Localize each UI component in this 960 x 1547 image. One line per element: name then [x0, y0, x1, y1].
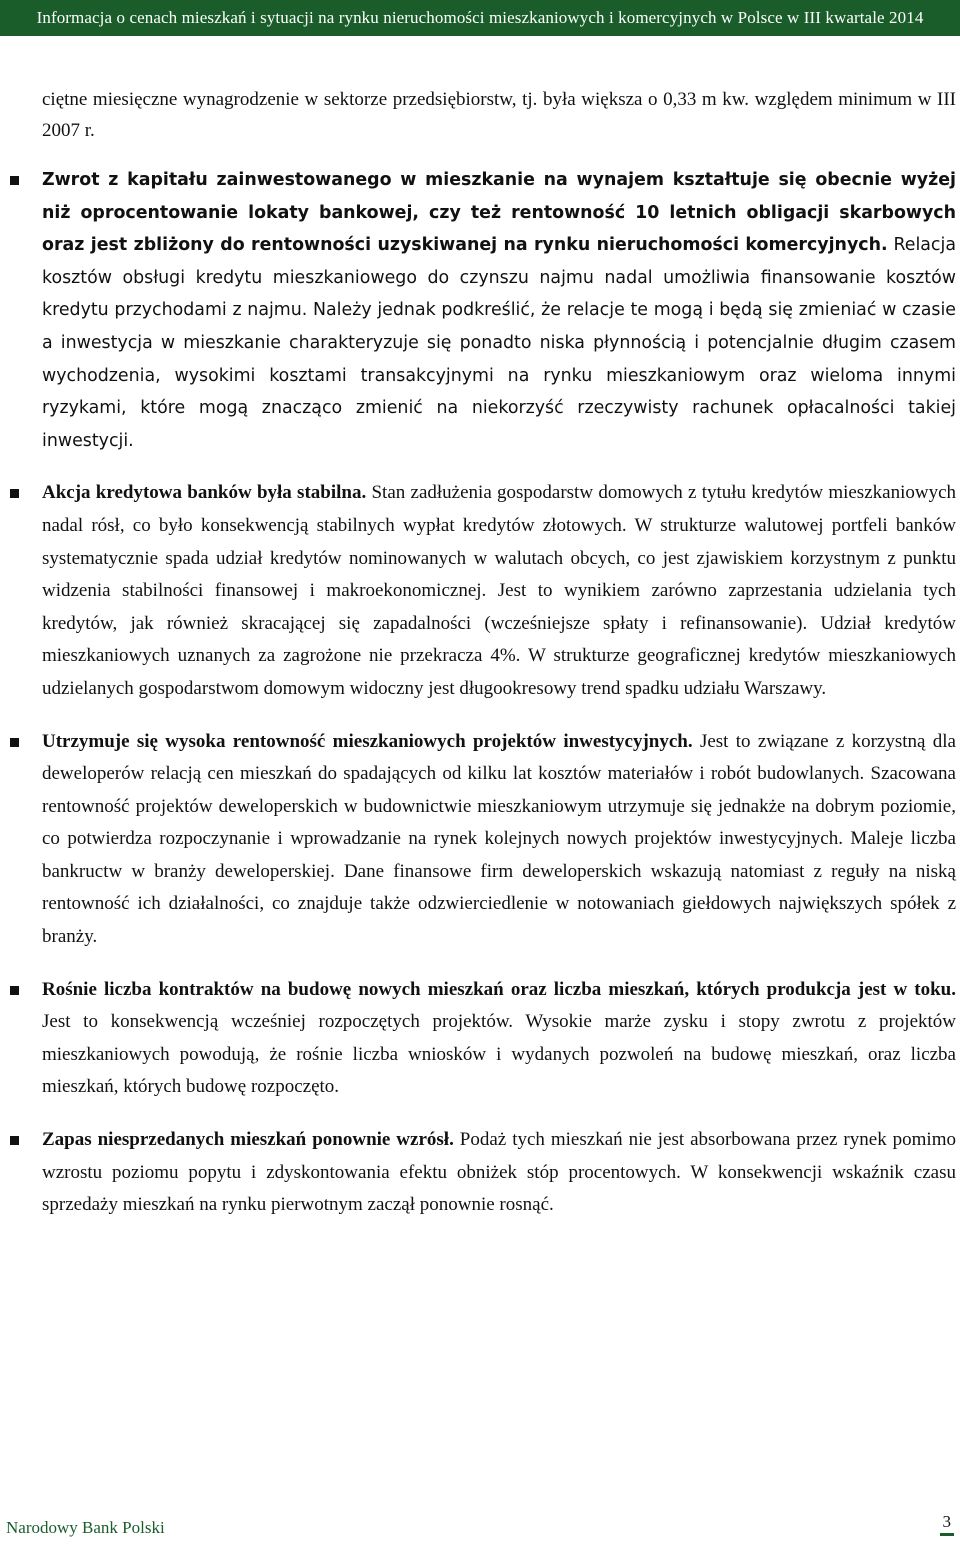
footer-publisher: Narodowy Bank Polski [6, 1518, 165, 1537]
bullet-paragraph-profitability [42, 726, 956, 954]
paragraph-lead: Rośnie liczba kontraktów na budowę nowych mieszkań oraz liczba mieszkań, których produkcja jest w toku. [42, 978, 956, 1000]
paragraph-lead: Zwrot z kapitału zainwestowanego w mieszkanie na wynajem kształtuje się obecnie wyżej niż oprocentowanie lokaty bankowej, czy też rentowność 10 letnich obligacji skarbowych oraz jest zbliżony do rentowności uzyskiwanej na rynku nieruchomości komercyjnych. [42, 170, 956, 256]
paragraph-body: Jest to związane z korzystną dla deweloperów relacją cen mieszkań do spadających od kilku lat kosztów materiałów i robót budowlanych. Szacowana rentowność projektów deweloperskich w budownictwie mieszkaniowym utrzymuje się jednakże na dobrym poziomie, co potwierdza rozpoczynanie i wprowadzanie na rynek kolejnych nowych projektów inwestycyjnych. Maleje liczba bankructw w branży deweloperskiej. Dane finansowe firm deweloperskich wskazują natomiast z reguły na niską rentowność ich działalności, co znajduje także odzwierciedlenie w notowaniach giełdowych największych spółek z branży. [42, 730, 956, 948]
bullet-paragraph-credit [42, 477, 956, 705]
intro-paragraph: ciętne miesięczne wynagrodzenie w sektorze przedsiębiorstw, tj. była większa o 0,33 m kw. względem minimum w III 2007 r. [42, 89, 956, 141]
square-bullet-icon [10, 738, 19, 747]
bullet-paragraph-rental-return [42, 164, 956, 457]
paragraph-lead: Zapas niesprzedanych mieszkań ponownie wzrósł. [42, 1129, 454, 1151]
bullet-paragraph-unsold-stock [42, 1124, 956, 1222]
paragraph-body: Relacja kosztów obsługi kredytu mieszkaniowego do czynszu najmu nadal umożliwia finansowanie kosztów kredytu przychodami z najmu. Należy jednak podkreślić, że relacje te mogą i będą się zmieniać w czasie a inwestycja w mieszkanie charakteryzuje się ponadto niska płynnością i potencjalnie długim czasem wychodzenia, wysokimi kosztami transakcyjnymi na rynku mieszkaniowym oraz wieloma innymi ryzykami, które mogą znacząco zmienić na niekorzyść rzeczywisty rachunek opłacalności takiej inwestycji. [42, 235, 956, 451]
running-header: Informacja o cenach mieszkań i sytuacji na rynku nieruchomości mieszkaniowych i komercyjnych w Polsce w III kwartale 2014 [0, 0, 960, 36]
paragraph-body: Podaż tych mieszkań nie jest absorbowana przez rynek pomimo wzrostu poziomu popytu i zdyskontowania efektu obniżek stóp procentowych. W konsekwencji wskaźnik czasu sprzedaży mieszkań na rynku pierwotnym zaczął ponownie rosnąć. [42, 1129, 956, 1216]
document-body [42, 84, 956, 1242]
paragraph-lead: Akcja kredytowa banków była stabilna. [42, 482, 367, 504]
paragraph-body: Stan zadłużenia gospodarstw domowych z tytułu kredytów mieszkaniowych nadal rósł, co było konsekwencją stabilnych wypłat kredytów złotowych. W strukturze walutowej portfeli banków systematycznie spada udział kredytów nominowanych w walutach obcych, co jest zjawiskiem korzystnym z punktu widzenia stabilności finansowej i makroekonomicznej. Jest to wynikiem zarówno zaprzestania udzielania tych kredytów, jak również skracającej się zapadalności (wcześniejsze spłaty i refinansowanie). Udział kredytów mieszkaniowych uznanych za zagrożone nie przekracza 4%. W strukturze geograficznej kredytów mieszkaniowych udzielanych gospodarstwom domowym widoczny jest długookresowy trend spadku udziału Warszawy. [42, 482, 957, 699]
paragraph-lead: Utrzymuje się wysoka rentowność mieszkaniowych projektów inwestycyjnych. [42, 730, 693, 752]
square-bullet-icon [10, 1136, 19, 1145]
bullet-paragraph-contracts [42, 974, 956, 1104]
square-bullet-icon [10, 176, 19, 185]
paragraph-body: Jest to konsekwencją wcześniej rozpoczętych projektów. Wysokie marże zysku i stopy zwrotu z projektów mieszkaniowych powodują, że rośnie liczba wniosków i wydanych pozwoleń na budowę mieszkań, oraz liczba mieszkań, których budowę rozpoczęto. [42, 1011, 956, 1098]
page-number: 3 [940, 1512, 955, 1536]
square-bullet-icon [10, 986, 19, 995]
square-bullet-icon [10, 489, 19, 498]
